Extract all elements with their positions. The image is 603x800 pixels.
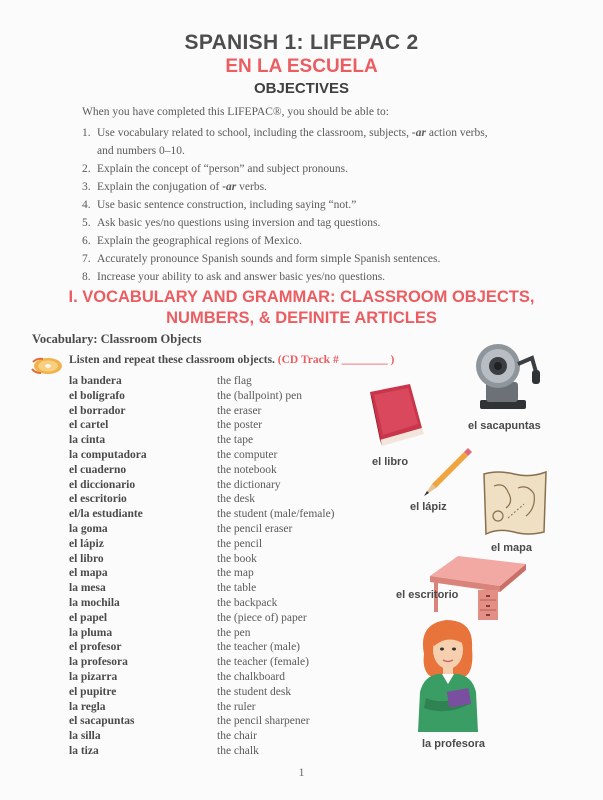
vocab-english: the backpack — [217, 596, 278, 609]
vocabulary-heading: Vocabulary: Classroom Objects — [32, 332, 202, 346]
vocab-english: the teacher (female) — [217, 656, 309, 669]
vocab-spanish: la pluma — [69, 626, 113, 639]
objective-number: 4. — [82, 199, 91, 211]
teacher-illustration — [408, 614, 488, 732]
vocab-english: the chalk — [217, 744, 259, 757]
vocab-spanish: la cinta — [69, 434, 106, 447]
map-illustration — [478, 468, 552, 538]
vocab-spanish: el bolígrafo — [69, 389, 125, 402]
objective-item — [82, 214, 552, 232]
objective-text: Explain the conjugation of — [97, 181, 223, 193]
vocab-spanish: la bandera — [69, 375, 122, 387]
vocab-english: the flag — [217, 375, 252, 387]
vocab-spanish: la tiza — [69, 744, 99, 757]
objective-text: Use vocabulary related to school, including the classroom, subjects, — [97, 127, 412, 139]
objectives-intro: When you have completed this LIFEPAC®, you should be able to: — [82, 106, 389, 118]
page-title: SPANISH 1: LIFEPAC 2 — [184, 31, 419, 54]
caption-profesora: la profesora — [422, 738, 485, 750]
vocab-spanish: el borrador — [69, 404, 126, 417]
vocab-english: the computer — [217, 448, 278, 461]
vocab-spanish: la mochila — [69, 596, 120, 609]
pencil-sharpener-illustration — [466, 336, 546, 416]
vocab-spanish: el pupitre — [69, 685, 117, 698]
vocab-spanish: el escritorio — [69, 493, 127, 506]
vocab-spanish: la silla — [69, 730, 101, 743]
caption-libro: el libro — [372, 456, 409, 468]
objective-item — [82, 178, 552, 196]
objective-continuation: and numbers 0–10. — [97, 145, 185, 157]
vocab-english: the desk — [217, 493, 256, 506]
vocab-spanish: la goma — [69, 522, 108, 535]
objective-number: 3. — [82, 181, 91, 193]
vocab-english: the chalkboard — [217, 670, 286, 683]
caption-sacapuntas: el sacapuntas — [468, 420, 541, 432]
vocab-spanish: el papel — [69, 611, 108, 624]
vocab-spanish: la profesora — [69, 656, 128, 669]
vocab-spanish: el mapa — [69, 567, 108, 580]
vocab-english: the (piece of) paper — [217, 611, 307, 624]
vocab-spanish: el cuaderno — [69, 463, 127, 476]
vocab-english: the eraser — [217, 404, 262, 417]
objective-text: -ar — [222, 181, 237, 193]
vocab-spanish: el sacapuntas — [69, 715, 135, 728]
objective-number: 8. — [82, 271, 91, 283]
objective-text: Increase your ability to ask and answer basic yes/no questions. — [97, 271, 386, 283]
objective-text: Ask basic yes/no questions using inversion and tag questions. — [97, 217, 381, 229]
section-heading — [0, 287, 603, 329]
caption-lapiz: el lápiz — [410, 501, 447, 513]
page-number: 1 — [298, 765, 305, 779]
section-heading-line-1: I. VOCABULARY AND GRAMMAR: CLASSROOM OBJECTS, — [68, 288, 535, 306]
vocab-spanish: el diccionario — [69, 478, 136, 491]
cd-audio-icon — [31, 356, 63, 376]
vocab-english: the chair — [217, 730, 257, 743]
vocab-spanish: la regla — [69, 700, 106, 713]
objective-item — [82, 160, 552, 178]
caption-mapa: el mapa — [491, 542, 532, 554]
pencil-illustration — [418, 448, 474, 500]
objective-text: Use basic sentence construction, including saying “not.” — [97, 199, 357, 211]
objective-number: 5. — [82, 217, 91, 229]
objective-item — [82, 124, 552, 160]
objective-text: action verbs, — [425, 127, 488, 139]
objectives-heading: OBJECTIVES — [253, 80, 350, 97]
section-heading-line-2: NUMBERS, & DEFINITE ARTICLES — [166, 309, 437, 327]
objective-text: Explain the geographical regions of Mexico. — [97, 235, 303, 247]
vocab-spanish: el/la estudiante — [69, 508, 143, 521]
objective-text: -ar — [411, 127, 426, 139]
objective-item — [82, 232, 552, 250]
vocab-english: the tape — [217, 434, 254, 447]
vocab-spanish: el lápiz — [69, 537, 104, 550]
cd-track-blank: (CD Track # ________ ) — [277, 354, 395, 366]
vocab-english: the dictionary — [217, 478, 281, 491]
objective-text: verbs. — [236, 181, 267, 193]
vocab-english: the teacher (male) — [217, 641, 300, 654]
vocab-english: the pencil eraser — [217, 522, 293, 535]
objective-number: 6. — [82, 235, 91, 247]
vocab-spanish: el libro — [69, 552, 104, 565]
objective-item — [82, 196, 552, 214]
listen-text: Listen and repeat these classroom objects. — [69, 354, 275, 366]
vocab-english: the notebook — [217, 463, 277, 476]
vocab-spanish: la computadora — [69, 448, 147, 461]
book-illustration — [358, 380, 428, 450]
objective-number: 1. — [82, 127, 91, 139]
listen-instruction — [69, 354, 394, 366]
vocab-english: the book — [217, 552, 257, 565]
objectives-list — [82, 124, 552, 286]
vocab-english: the ruler — [217, 700, 256, 713]
objective-number: 7. — [82, 253, 91, 265]
vocab-spanish: la mesa — [69, 582, 106, 595]
objective-item — [82, 250, 552, 268]
caption-escritorio: el escritorio — [396, 589, 459, 601]
objective-number: 2. — [82, 163, 91, 175]
vocab-english: the poster — [217, 419, 263, 432]
vocab-english: the student (male/female) — [217, 508, 335, 521]
vocab-spanish: el cartel — [69, 419, 109, 432]
objective-text: Explain the concept of “person” and subject pronouns. — [97, 163, 349, 175]
vocab-english: the pencil sharpener — [217, 715, 310, 728]
vocab-english: the pen — [217, 626, 251, 639]
vocab-english: the pencil — [217, 537, 263, 550]
desk-illustration — [428, 552, 528, 622]
vocab-english: the table — [217, 582, 257, 595]
vocab-spanish: el profesor — [69, 641, 122, 654]
objective-item — [82, 268, 552, 286]
vocab-spanish: la pizarra — [69, 670, 118, 683]
vocab-english: the student desk — [217, 685, 292, 698]
objective-text: Accurately pronounce Spanish sounds and form simple Spanish sentences. — [97, 253, 441, 265]
vocab-english: the map — [217, 567, 254, 580]
lesson-subtitle: EN LA ESCUELA — [225, 56, 378, 77]
vocab-english: the (ballpoint) pen — [217, 389, 302, 402]
